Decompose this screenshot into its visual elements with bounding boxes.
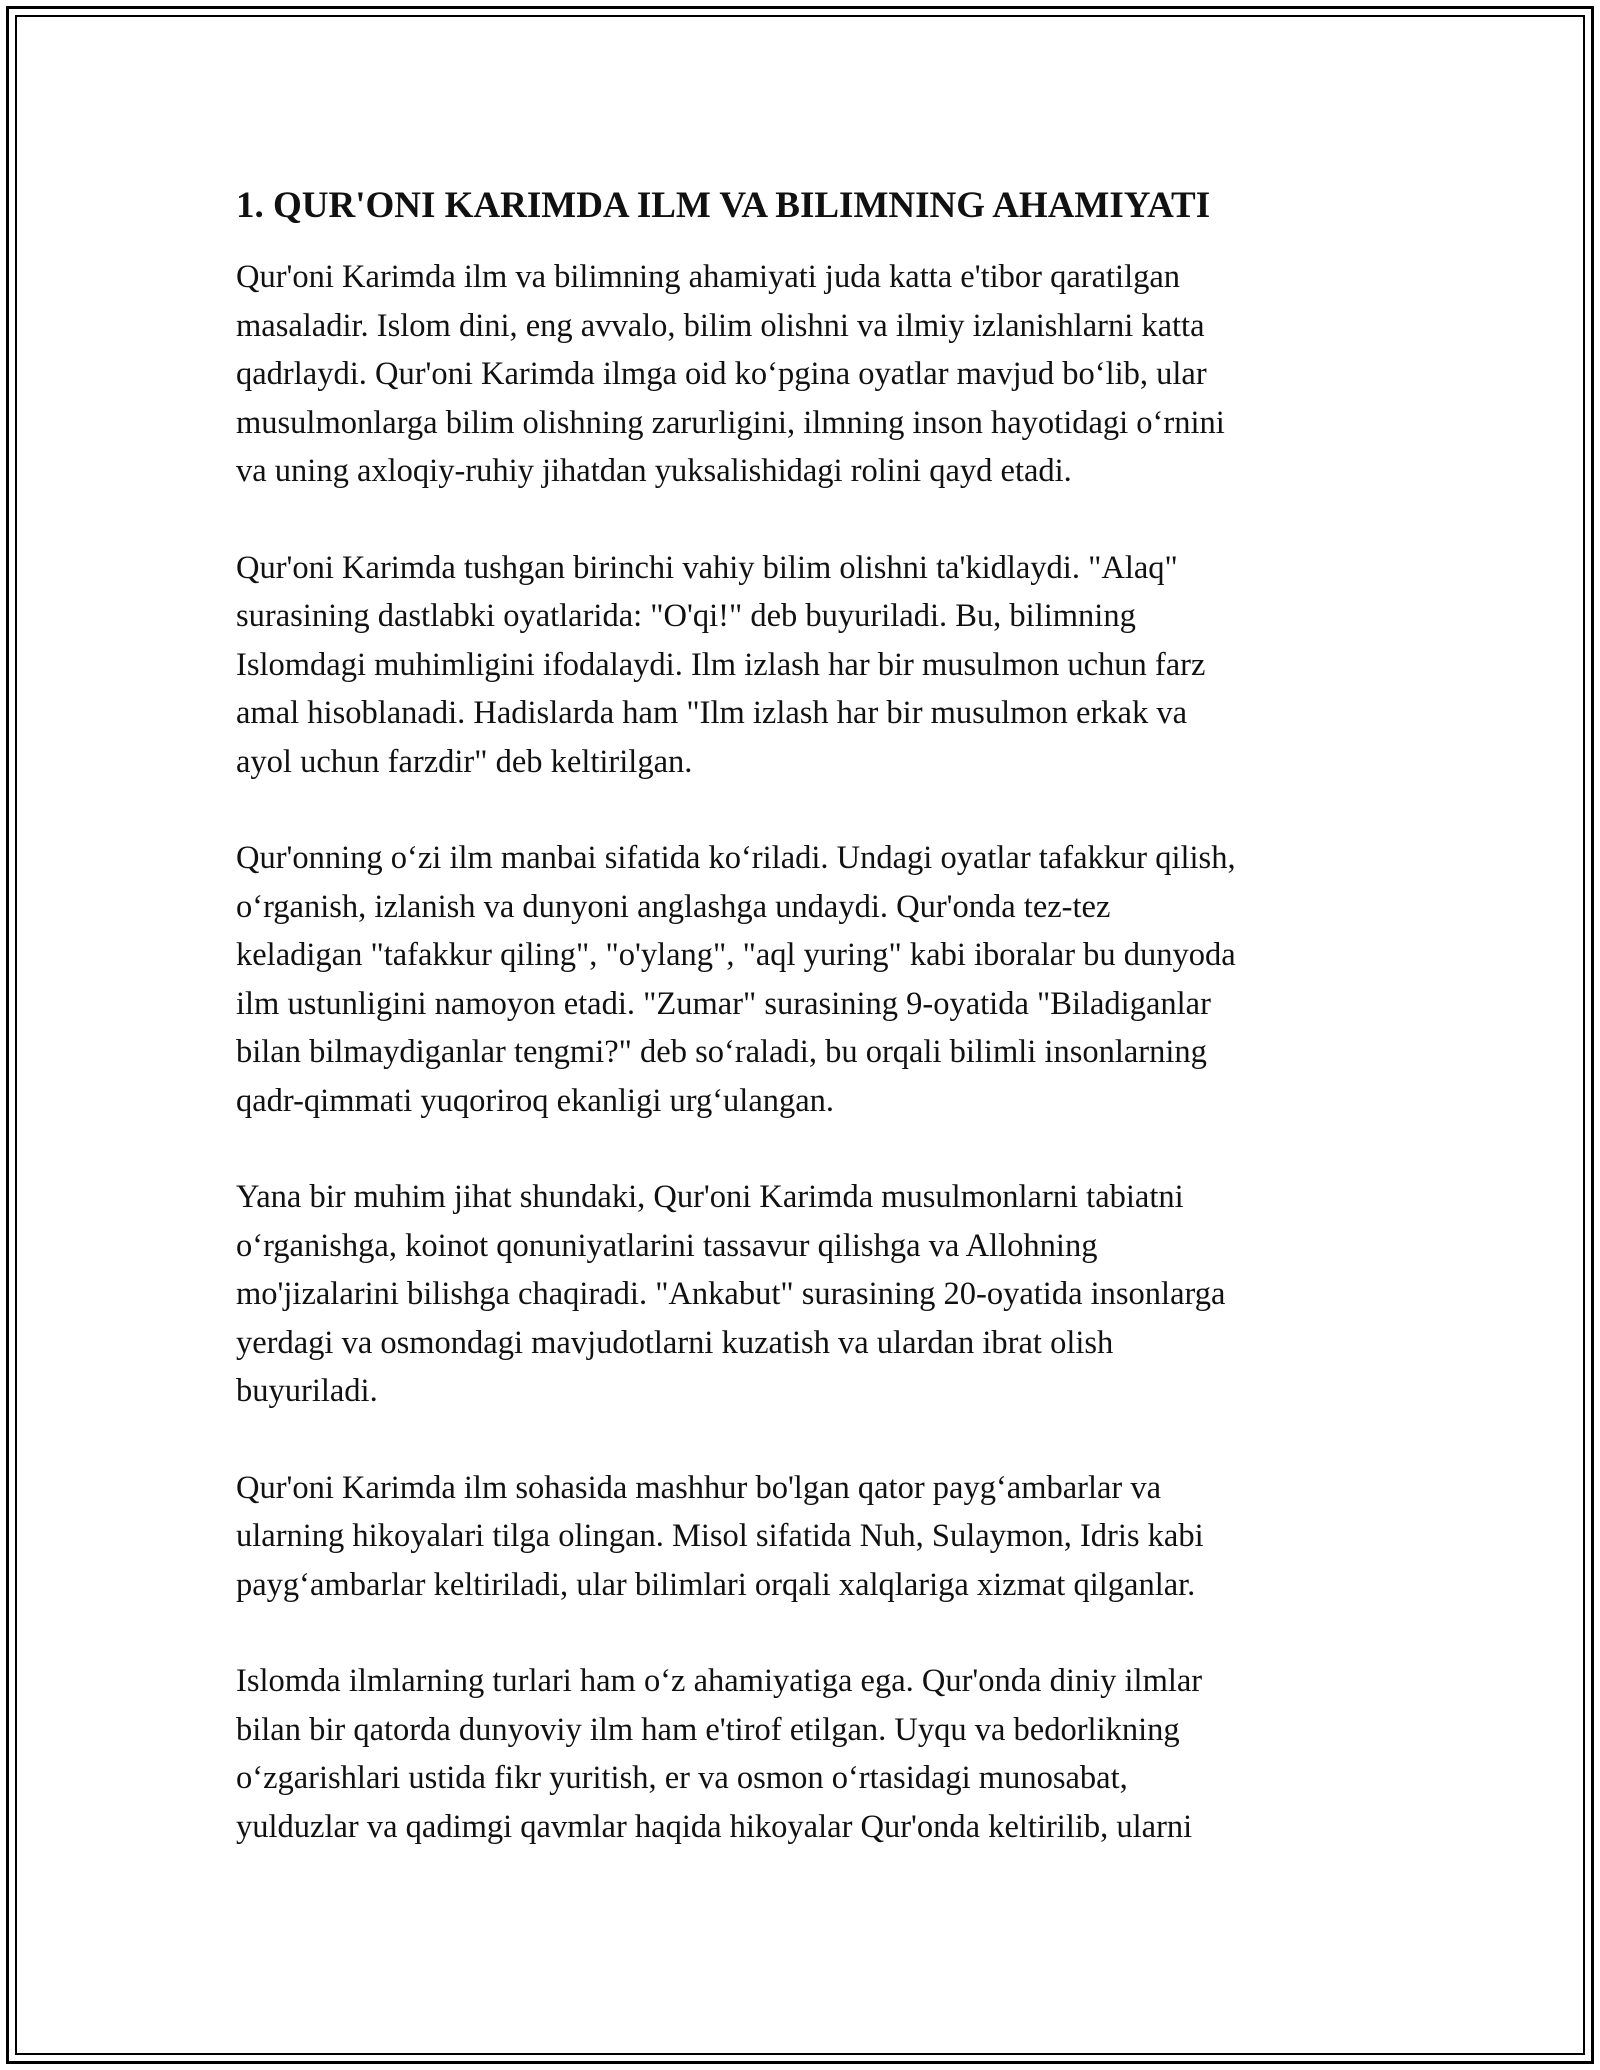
text-line: ilm ustunligini namoyon etadi. "Zumar" surasining 9-oyatida "Biladiganlar [236, 985, 1211, 1022]
text-line: o‘rganishga, koinot qonuniyatlarini tassavur qilishga va Allohning [236, 1227, 1098, 1264]
paragraph-3 [236, 834, 1386, 1125]
text-line: ayol uchun farzdir" deb keltirilgan. [236, 743, 693, 780]
text-line: o‘zgarishlari ustida fikr yuritish, er va osmon o‘rtasidagi munosabat, [236, 1760, 1128, 1796]
text-line: Qur'oni Karimda tushgan birinchi vahiy bilim olishni ta'kidlaydi. "Alaq" [236, 549, 1178, 586]
text-line: qadr-qimmati yuqoriroq ekanligi urg‘ulangan. [236, 1082, 835, 1119]
text-line: bilan bir qatorda dunyoviy ilm ham e'tirof etilgan. Uyqu va bedorlikning [236, 1711, 1180, 1748]
text-line: Islomdagi muhimligini ifodalaydi. Ilm izlash har bir musulmon uchun farz [236, 646, 1206, 683]
text-line: payg‘ambarlar keltiriladi, ular bilimlari orqali xalqlariga xizmat qilganlar. [236, 1566, 1196, 1603]
paragraph-list [236, 253, 1386, 1851]
text-line: Yana bir muhim jihat shundaki, Qur'oni Karimda musulmonlarni tabiatni [236, 1179, 1184, 1215]
text-line: amal hisoblanadi. Hadislarda ham "Ilm izlash har bir musulmon erkak va [236, 695, 1187, 731]
paragraph-1 [236, 253, 1386, 496]
text-line: qadrlaydi. Qur'oni Karimda ilmga oid ko‘pgina oyatlar mavjud bo‘lib, ular [236, 356, 1207, 392]
text-line: keladigan "tafakkur qiling", "o'ylang", "aql yuring" kabi iboralar bu dunyoda [236, 937, 1236, 973]
text-line: masaladir. Islom dini, eng avvalo, bilim olishni va ilmiy izlanishlarni katta [236, 307, 1205, 344]
text-line: Qur'oni Karimda ilm va bilimning ahamiyati juda katta e'tibor qaratilgan [236, 259, 1181, 295]
paragraph-5 [236, 1464, 1386, 1610]
text-line: va uning axloqiy-ruhiy jihatdan yuksalishidagi rolini qayd etadi. [236, 453, 1072, 489]
paragraph-6 [236, 1657, 1386, 1851]
page-title: 1. QUR'ONI KARIMDA ILM VA BILIMNING AHAMIYATI [236, 185, 1211, 226]
text-line: yerdagi va osmondagi mavjudotlarni kuzatish va ulardan ibrat olish [236, 1324, 1114, 1361]
text-line: o‘rganish, izlanish va dunyoni anglashga undaydi. Qur'onda tez-tez [236, 888, 1111, 925]
text-line: Qur'onning o‘zi ilm manbai sifatida ko‘riladi. Undagi oyatlar tafakkur qilish, [236, 840, 1236, 876]
text-line: Islomda ilmlarning turlari ham o‘z ahamiyatiga ega. Qur'onda diniy ilmlar [236, 1663, 1203, 1699]
text-line: surasining dastlabki oyatlarida: "O'qi!" deb buyuriladi. Bu, bilimning [236, 598, 1136, 634]
text-line: bilan bilmaydiganlar tengmi?" deb so‘raladi, bu orqali bilimli insonlarning [236, 1034, 1207, 1070]
text-line: yulduzlar va qadimgi qavmlar haqida hikoyalar Qur'onda keltirilib, ularni [236, 1808, 1193, 1845]
text-line: buyuriladi. [236, 1373, 378, 1409]
document-body [236, 180, 1386, 1899]
text-line: musulmonlarga bilim olishning zarurligini, ilmning inson hayotidagi o‘rnini [236, 404, 1225, 441]
text-line: mo'jizalarini bilishga chaqiradi. "Ankabut" surasining 20-oyatida insonlarga [236, 1276, 1226, 1312]
text-line: Qur'oni Karimda ilm sohasida mashhur bo'lgan qator payg‘ambarlar va [236, 1469, 1162, 1506]
text-line: ularning hikoyalari tilga olingan. Misol sifatida Nuh, Sulaymon, Idris kabi [236, 1518, 1204, 1554]
paragraph-4 [236, 1173, 1386, 1416]
paragraph-2 [236, 544, 1386, 787]
